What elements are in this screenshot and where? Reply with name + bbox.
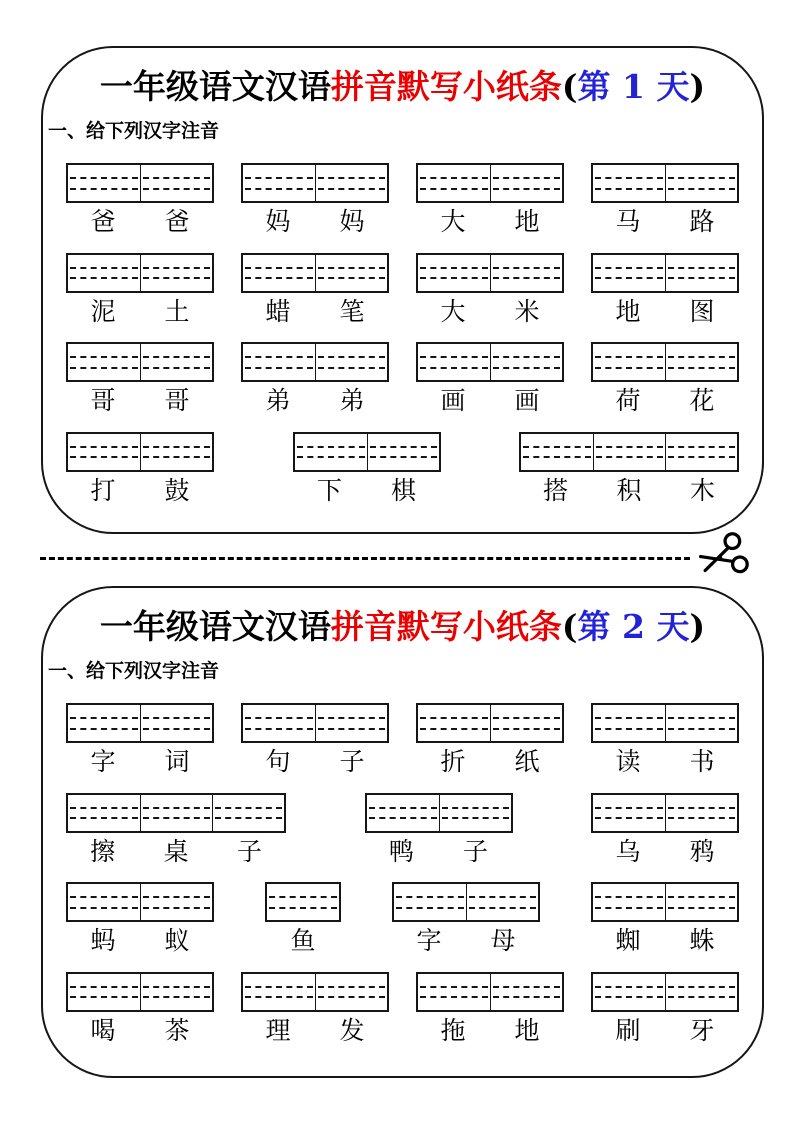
- word-block: [591, 253, 739, 326]
- pinyin-writing-box: [365, 793, 513, 833]
- pinyin-cell[interactable]: [665, 795, 737, 831]
- pinyin-cell[interactable]: [593, 434, 665, 470]
- pinyin-writing-box: [416, 253, 564, 293]
- pinyin-writing-box: [241, 342, 389, 382]
- pinyin-writing-box: [265, 882, 341, 922]
- character: 打: [90, 475, 116, 505]
- pinyin-writing-box: [591, 703, 739, 743]
- word-characters: [416, 1017, 564, 1045]
- character: 词: [164, 747, 190, 777]
- pinyin-cell[interactable]: [593, 795, 665, 831]
- pinyin-cell[interactable]: [68, 434, 140, 470]
- pinyin-writing-box: [591, 253, 739, 293]
- character: 图: [689, 296, 715, 326]
- character: 地: [514, 1015, 540, 1045]
- pinyin-cell[interactable]: [665, 884, 737, 920]
- character: 拖: [440, 1015, 466, 1045]
- pinyin-cell[interactable]: [490, 705, 562, 741]
- day1-title: [73, 66, 732, 107]
- pinyin-cell[interactable]: [140, 344, 212, 380]
- pinyin-writing-box: [66, 972, 214, 1012]
- character: 句: [265, 747, 291, 777]
- pinyin-cell[interactable]: [140, 165, 212, 201]
- title-paren-open: (: [561, 67, 578, 106]
- word-characters: [241, 387, 389, 415]
- pinyin-writing-box: [519, 432, 739, 472]
- character: 土: [164, 296, 190, 326]
- word-characters: [416, 298, 564, 326]
- character: 桌: [163, 836, 189, 866]
- character: 笔: [339, 296, 365, 326]
- word-characters: [591, 927, 739, 955]
- pinyin-cell[interactable]: [140, 705, 212, 741]
- pinyin-writing-box: [591, 342, 739, 382]
- word-characters: [519, 477, 739, 505]
- pinyin-cell[interactable]: [243, 705, 315, 741]
- pinyin-writing-box: [591, 793, 739, 833]
- pinyin-cell[interactable]: [140, 974, 212, 1010]
- title-day-number: 第 2 天: [577, 607, 690, 646]
- pinyin-cell[interactable]: [68, 705, 140, 741]
- day2-card: [41, 586, 764, 1078]
- pinyin-cell[interactable]: [243, 255, 315, 291]
- word-block: [66, 342, 214, 415]
- character: 大: [440, 296, 466, 326]
- word-characters: [66, 477, 214, 505]
- character: 荷: [615, 386, 641, 416]
- character: 子: [236, 836, 262, 866]
- pinyin-cell[interactable]: [490, 165, 562, 201]
- word-block: [66, 703, 214, 776]
- word-block: [392, 882, 540, 955]
- character: 发: [339, 1015, 365, 1045]
- word-block: [241, 342, 389, 415]
- pinyin-cell[interactable]: [315, 344, 387, 380]
- pinyin-cell[interactable]: [418, 255, 490, 291]
- pinyin-cell[interactable]: [140, 255, 212, 291]
- character: 哥: [90, 386, 116, 416]
- character: 鸦: [689, 836, 715, 866]
- word-block: [241, 163, 389, 236]
- pinyin-writing-box: [66, 163, 214, 203]
- word-block: [365, 793, 513, 866]
- pinyin-cell[interactable]: [68, 165, 140, 201]
- word-block: [241, 703, 389, 776]
- pinyin-writing-box: [591, 163, 739, 203]
- word-characters: [241, 748, 389, 776]
- character: 蚂: [90, 926, 116, 956]
- pinyin-cell[interactable]: [466, 884, 538, 920]
- pinyin-writing-box: [293, 432, 441, 472]
- pinyin-cell[interactable]: [243, 344, 315, 380]
- character: 米: [514, 296, 540, 326]
- character: 子: [339, 747, 365, 777]
- character: 木: [689, 475, 715, 505]
- pinyin-writing-box: [66, 793, 286, 833]
- pinyin-cell[interactable]: [243, 974, 315, 1010]
- character: 鱼: [290, 926, 316, 956]
- word-block: [265, 882, 341, 955]
- character: 妈: [339, 207, 365, 237]
- pinyin-writing-box: [66, 253, 214, 293]
- cut-line: [40, 536, 763, 582]
- character: 鼓: [164, 475, 190, 505]
- word-block: [591, 882, 739, 955]
- character: 理: [265, 1015, 291, 1045]
- pinyin-cell[interactable]: [665, 344, 737, 380]
- word-block: [591, 972, 739, 1045]
- character: 妈: [265, 207, 291, 237]
- word-characters: [392, 927, 540, 955]
- character: 蜡: [265, 296, 291, 326]
- character: 读: [615, 747, 641, 777]
- word-row: [66, 972, 739, 1045]
- pinyin-writing-box: [66, 703, 214, 743]
- scissors-icon: [691, 527, 755, 587]
- title-highlight: 拼音默写小纸条: [330, 67, 562, 106]
- character: 母: [490, 926, 516, 956]
- word-characters: [66, 748, 214, 776]
- pinyin-writing-box: [66, 882, 214, 922]
- word-characters: [66, 1017, 214, 1045]
- pinyin-writing-box: [241, 253, 389, 293]
- title-paren-open: (: [561, 607, 578, 646]
- word-characters: [591, 208, 739, 236]
- pinyin-cell[interactable]: [665, 165, 737, 201]
- pinyin-cell[interactable]: [593, 974, 665, 1010]
- pinyin-writing-box: [66, 432, 214, 472]
- word-characters: [416, 208, 564, 236]
- word-block: [591, 703, 739, 776]
- character: 泥: [90, 296, 116, 326]
- word-block: [519, 432, 739, 505]
- pinyin-cell[interactable]: [140, 434, 212, 470]
- pinyin-cell[interactable]: [394, 884, 466, 920]
- character: 马: [615, 207, 641, 237]
- character: 爸: [164, 207, 190, 237]
- word-block: [241, 253, 389, 326]
- word-block: [66, 882, 214, 955]
- pinyin-writing-box: [416, 342, 564, 382]
- day2-title: [73, 606, 732, 647]
- word-characters: [416, 748, 564, 776]
- pinyin-cell[interactable]: [439, 795, 511, 831]
- word-characters: [591, 748, 739, 776]
- pinyin-cell[interactable]: [490, 344, 562, 380]
- word-row: [66, 342, 739, 415]
- word-characters: [66, 298, 214, 326]
- character: 蜘: [615, 926, 641, 956]
- pinyin-cell[interactable]: [665, 434, 737, 470]
- character: 画: [440, 386, 466, 416]
- pinyin-cell[interactable]: [243, 165, 315, 201]
- word-characters: [365, 838, 513, 866]
- word-block: [591, 793, 739, 866]
- character: 路: [689, 207, 715, 237]
- pinyin-writing-box: [591, 972, 739, 1012]
- cut-dashed-rule: [40, 557, 690, 560]
- word-block: [591, 342, 739, 415]
- word-characters: [591, 838, 739, 866]
- day2-words-area: [43, 683, 762, 1044]
- pinyin-cell[interactable]: [490, 255, 562, 291]
- word-characters: [66, 387, 214, 415]
- pinyin-cell[interactable]: [521, 434, 593, 470]
- character: 棋: [390, 475, 416, 505]
- word-characters: [241, 298, 389, 326]
- day1-card: [41, 46, 764, 534]
- pinyin-cell[interactable]: [593, 255, 665, 291]
- word-block: [293, 432, 441, 505]
- word-characters: [66, 208, 214, 236]
- title-day-number: 第 1 天: [577, 67, 690, 106]
- word-row: [66, 703, 739, 776]
- pinyin-cell[interactable]: [418, 344, 490, 380]
- character: 积: [616, 475, 642, 505]
- character: 牙: [689, 1015, 715, 1045]
- character: 花: [689, 386, 715, 416]
- pinyin-cell[interactable]: [418, 974, 490, 1010]
- character: 鸭: [388, 836, 414, 866]
- character: 乌: [615, 836, 641, 866]
- character: 下: [316, 475, 342, 505]
- word-block: [66, 253, 214, 326]
- character: 地: [615, 296, 641, 326]
- character: 字: [90, 747, 116, 777]
- word-characters: [591, 1017, 739, 1045]
- pinyin-writing-box: [416, 163, 564, 203]
- word-characters: [66, 838, 286, 866]
- word-block: [591, 163, 739, 236]
- pinyin-cell[interactable]: [315, 165, 387, 201]
- pinyin-writing-box: [241, 703, 389, 743]
- title-paren-close: ): [689, 607, 706, 646]
- character: 书: [689, 747, 715, 777]
- word-block: [416, 163, 564, 236]
- pinyin-cell[interactable]: [665, 705, 737, 741]
- pinyin-writing-box: [241, 972, 389, 1012]
- word-row: [66, 432, 739, 505]
- word-block: [241, 972, 389, 1045]
- title-highlight: 拼音默写小纸条: [330, 607, 562, 646]
- pinyin-cell[interactable]: [315, 255, 387, 291]
- title-prefix: 一年级语文汉语: [99, 607, 331, 646]
- word-characters: [293, 477, 441, 505]
- pinyin-writing-box: [416, 972, 564, 1012]
- pinyin-cell[interactable]: [665, 255, 737, 291]
- pinyin-cell[interactable]: [68, 974, 140, 1010]
- character: 地: [514, 207, 540, 237]
- word-characters: [66, 927, 214, 955]
- word-characters: [591, 298, 739, 326]
- pinyin-writing-box: [392, 882, 540, 922]
- character: 弟: [265, 386, 291, 416]
- word-block: [66, 163, 214, 236]
- pinyin-cell[interactable]: [665, 974, 737, 1010]
- pinyin-cell[interactable]: [140, 795, 212, 831]
- pinyin-cell[interactable]: [367, 795, 439, 831]
- word-row: [66, 163, 739, 236]
- word-block: [416, 972, 564, 1045]
- word-characters: [591, 387, 739, 415]
- day1-words-area: [43, 143, 762, 504]
- pinyin-cell[interactable]: [68, 795, 140, 831]
- character: 蛛: [689, 926, 715, 956]
- pinyin-cell[interactable]: [593, 705, 665, 741]
- character: 子: [462, 836, 488, 866]
- character: 喝: [90, 1015, 116, 1045]
- word-characters: [241, 208, 389, 236]
- pinyin-writing-box: [241, 163, 389, 203]
- character: 搭: [543, 475, 569, 505]
- word-row: [66, 793, 739, 866]
- pinyin-cell[interactable]: [68, 255, 140, 291]
- pinyin-writing-box: [591, 882, 739, 922]
- day2-section-header: 一、给下列汉字注音: [48, 660, 220, 683]
- word-block: [66, 972, 214, 1045]
- character: 字: [416, 926, 442, 956]
- word-characters: [265, 927, 341, 955]
- pinyin-cell[interactable]: [315, 705, 387, 741]
- pinyin-writing-box: [66, 342, 214, 382]
- character: 擦: [90, 836, 116, 866]
- word-block: [416, 342, 564, 415]
- character: 蚁: [164, 926, 190, 956]
- character: 折: [440, 747, 466, 777]
- pinyin-cell[interactable]: [140, 884, 212, 920]
- pinyin-cell[interactable]: [490, 974, 562, 1010]
- pinyin-cell[interactable]: [593, 344, 665, 380]
- character: 爸: [90, 207, 116, 237]
- pinyin-cell[interactable]: [68, 344, 140, 380]
- character: 大: [440, 207, 466, 237]
- word-block: [66, 432, 214, 505]
- title-paren-close: ): [689, 67, 706, 106]
- word-characters: [416, 387, 564, 415]
- word-block: [66, 793, 286, 866]
- character: 画: [514, 386, 540, 416]
- pinyin-cell[interactable]: [267, 884, 339, 920]
- character: 哥: [164, 386, 190, 416]
- word-row: [66, 253, 739, 326]
- character: 弟: [339, 386, 365, 416]
- pinyin-cell[interactable]: [315, 974, 387, 1010]
- pinyin-writing-box: [416, 703, 564, 743]
- pinyin-cell[interactable]: [295, 434, 367, 470]
- pinyin-cell[interactable]: [418, 705, 490, 741]
- pinyin-cell[interactable]: [418, 165, 490, 201]
- word-block: [416, 253, 564, 326]
- title-prefix: 一年级语文汉语: [99, 67, 331, 106]
- word-row: [66, 882, 739, 955]
- day1-section-header: 一、给下列汉字注音: [48, 120, 220, 143]
- word-characters: [241, 1017, 389, 1045]
- character: 纸: [514, 747, 540, 777]
- word-block: [416, 703, 564, 776]
- pinyin-cell[interactable]: [212, 795, 284, 831]
- pinyin-cell[interactable]: [68, 884, 140, 920]
- pinyin-cell[interactable]: [593, 165, 665, 201]
- pinyin-cell[interactable]: [593, 884, 665, 920]
- character: 茶: [164, 1015, 190, 1045]
- character: 刷: [615, 1015, 641, 1045]
- pinyin-cell[interactable]: [367, 434, 439, 470]
